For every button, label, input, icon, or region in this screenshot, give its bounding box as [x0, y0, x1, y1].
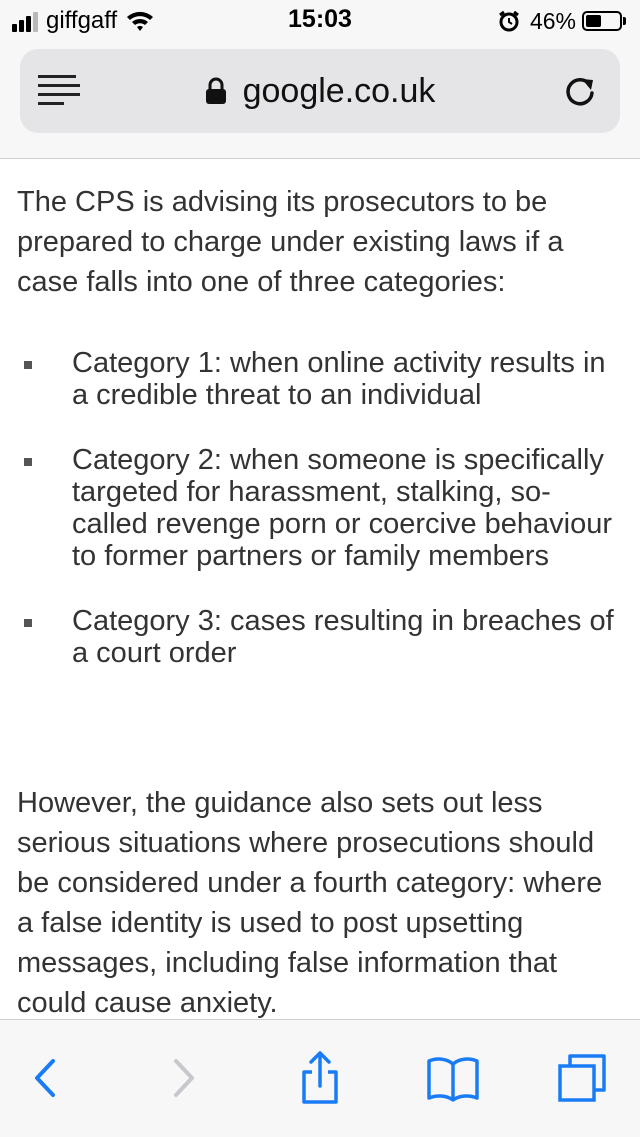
status-right — [498, 8, 626, 34]
battery-fill — [586, 15, 601, 27]
back-icon — [31, 1057, 61, 1099]
forward-button[interactable] — [155, 1050, 211, 1106]
reload-icon[interactable] — [562, 73, 598, 109]
list-item-text: Category 2: when someone is specifically targeted for harassment, stalking, so-called revenge porn or coercive behaviour to former partners or family members — [72, 444, 613, 572]
article-content — [0, 159, 640, 1019]
bookmarks-button[interactable] — [425, 1050, 481, 1106]
lock-icon — [205, 77, 227, 105]
bullet-marker — [24, 361, 32, 369]
carrier-name: giffgaff — [46, 7, 118, 34]
url-text[interactable]: google.co.uk — [242, 71, 436, 110]
forward-icon — [168, 1057, 198, 1099]
battery-icon — [582, 11, 622, 31]
tabs-icon — [556, 1052, 608, 1104]
status-time: 15:03 — [288, 5, 352, 33]
address-bar[interactable] — [20, 49, 620, 133]
status-bar — [0, 0, 640, 40]
article-outro-paragraph: However, the guidance also sets out less serious situations where prosecutions should be considered under a fourth category: where a false identity is used to post upsetting messages, including false information that could cause anxiety. — [17, 787, 603, 1019]
battery-nub — [623, 17, 626, 25]
category-list — [0, 347, 640, 669]
list-item — [0, 605, 617, 669]
list-item-text: Category 1: when online activity results in a credible threat to an individual — [72, 347, 606, 411]
battery-percent: 46% — [529, 7, 576, 34]
back-button[interactable] — [18, 1050, 74, 1106]
browser-toolbar — [0, 1019, 640, 1137]
article-intro-paragraph: The CPS is advising its prosecutors to be prepared to charge under existing laws if a case falls into one of three categories: — [17, 186, 564, 298]
tabs-button[interactable] — [554, 1050, 610, 1106]
bullet-marker — [24, 619, 32, 627]
share-icon — [298, 1050, 342, 1106]
list-item — [0, 444, 617, 572]
alarm-icon — [498, 10, 520, 32]
url-group[interactable] — [20, 49, 620, 133]
bookmarks-icon — [426, 1054, 480, 1102]
list-item — [0, 347, 617, 411]
share-button[interactable] — [292, 1050, 348, 1106]
browser-nav-area — [0, 40, 640, 159]
bullet-marker — [24, 458, 32, 466]
list-item-text: Category 3: cases resulting in breaches of a court order — [72, 605, 614, 669]
